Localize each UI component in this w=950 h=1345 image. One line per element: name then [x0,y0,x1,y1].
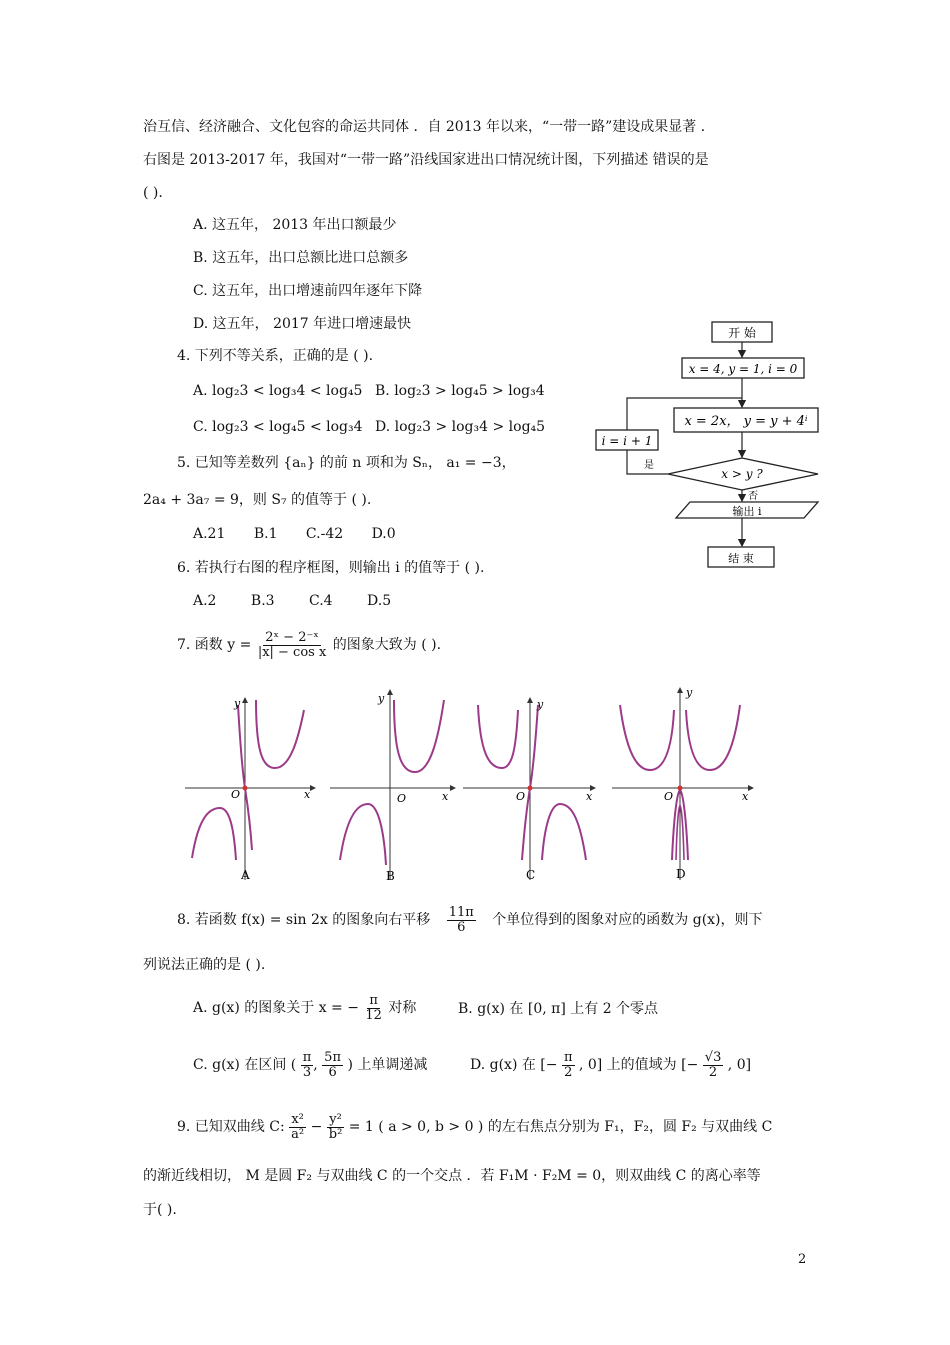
q8-c-fraction-2 [322,1051,343,1080]
q8-option-d [470,1046,751,1084]
q9-b2: b² [328,1126,343,1142]
q8-a-num: π [369,992,378,1008]
intro-line-1: 治互信、经济融合、文化包容的命运共同体 ．自 2013 年以来，“一带一路”建设成果显著 ． [143,119,715,135]
q8-option-a [193,990,416,1026]
graph-a-y: y [234,697,241,710]
q9-x2: x² [291,1111,304,1127]
q4-option-a: A. log₂3 < log₃4 < log₄5 [193,383,363,399]
q8-c-fraction-1 [301,1051,314,1080]
fc-inc: i = i + 1 [601,434,653,448]
q9-line-2: 的渐近线相切， M 是圆 F₂ 与双曲线 C 的一个交点 ．若 F₁M · F₂M = 0，则双曲线 C 的离心率等 [143,1168,761,1184]
q8-option-b: B. g(x) 在 [0, π] 上有 2 个零点 [458,1001,659,1017]
graph-d [612,686,753,881]
fc-output: 输出 i [732,505,762,518]
q8-stem-a: 8. 若函数 f(x) = sin 2x 的图象向右平移 [177,912,431,928]
graph-c-y: y [537,698,544,711]
intro-line-2: 右图是 2013-2017 年，我国对“一带一路”沿线国家进出口情况统计图，下列描述 错误的是 [143,152,709,168]
fc-cond: x > y ? [721,467,763,481]
q7-stem [177,628,441,662]
q5-stem-1: 5. 已知等差数列 {aₙ} 的前 n 项和为 Sₙ， a₁ = −3， [177,455,516,471]
graph-d-label: D [676,867,686,881]
q9-stem-b: = 1 ( a > 0, b > 0 ) 的左右焦点分别为 F₁，F₂，圆 F₂ 与双曲线 C [348,1119,773,1135]
q5-options: A.21 B.1 C.-42 D.0 [193,526,396,542]
option-d: D. 这五年， 2017 年进口增速最快 [193,316,412,332]
q8-d-pre: D. g(x) 在 [− [470,1057,558,1073]
graph-d-x: x [742,790,749,803]
q8-a-den: 12 [365,1007,382,1023]
fc-init: x = 4, y = 1, i = 0 [688,362,798,376]
q8-d-den-1: 2 [564,1064,573,1080]
option-b: B. 这五年，出口总额比进口总额多 [193,250,409,266]
fc-start: 开 始 [728,326,756,340]
graph-d-origin: O [664,790,674,803]
q8-shift-num: 11π [448,904,474,920]
fc-yes: 是 [644,460,654,471]
q8-a-post: 对称 [388,1000,417,1016]
q9-frac-x [289,1113,306,1142]
q9-y2: y² [329,1111,342,1127]
graph-b-origin: O [397,792,407,805]
q8-d-fraction-2 [703,1051,724,1080]
graph-c-x: x [586,790,593,803]
q8-c-num-2: 5π [324,1049,341,1065]
q4-option-d: D. log₂3 > log₃4 > log₄5 [375,419,546,435]
graph-a [185,697,315,882]
q4-option-b: B. log₂3 > log₄5 > log₃4 [375,383,545,399]
graph-d-y: y [686,686,693,699]
graph-b-y: y [378,692,385,705]
q8-c-num-1: π [302,1049,312,1065]
q8-a-pre: A. g(x) 的图象关于 x = − [193,1000,359,1016]
q9-frac-y [327,1113,345,1142]
q9-stem-a: 9. 已知双曲线 C: [177,1119,285,1135]
q8-a-fraction [363,994,384,1023]
q7-graphs [180,680,770,890]
q6-stem: 6. 若执行右图的程序框图，则输出 i 的值等于 ( ). [177,560,485,576]
q5-stem-2: 2a₄ + 3a₇ = 9，则 S₇ 的值等于 ( ). [143,492,372,508]
q8-shift-fraction [447,906,476,935]
graph-c-origin: O [516,790,526,803]
q8-d-num-2: √3 [704,1049,722,1065]
graph-b-x: x [442,790,449,803]
q8-option-c: C. g(x) 在区间 ( $\frac{\pi}{3}$ , $\frac{5\pi}{6}$ ) 上单调递减 [193,1049,428,1080]
q8-d-mid: , 0] 上的值域为 [− [578,1057,699,1073]
option-a: A. 这五年， 2013 年出口额最少 [193,217,397,233]
page-number: 2 [798,1252,807,1267]
graph-a-origin: O [231,788,241,801]
q8-c-post: ) 上单调递减 [347,1057,428,1073]
option-c: C. 这五年，出口增速前四年逐年下降 [193,283,423,299]
flowchart [590,318,825,573]
intro-line-3: ( ). [143,185,163,201]
graph-a-x: x [304,788,311,801]
fc-end: 结 束 [728,552,754,565]
fc-update: x = 2x， y = y + 4ⁱ [684,414,808,429]
q7-suffix: 的图象大致为 ( ). [332,637,442,653]
q9-minus: − [310,1119,323,1135]
q8-d-fraction-1 [562,1051,575,1080]
q8-c-pre: C. g(x) 在区间 ( [193,1057,297,1073]
q8-c-den-1: 3 [302,1064,312,1080]
q7-prefix: 7. 函数 y = [177,637,252,653]
q8-stem [177,902,763,938]
q8-d-post: , 0] [727,1057,752,1073]
q8-d-den-2: 2 [708,1064,718,1080]
q8-d-num-1: π [563,1049,573,1065]
q9-a2: a² [291,1126,305,1142]
fc-no: 否 [748,491,758,502]
q7-denominator: |x| − cos x [257,644,327,660]
q8-shift-den: 6 [457,919,466,935]
q4-stem: 4. 下列不等关系，正确的是 ( ). [177,348,374,364]
q7-fraction [256,631,329,660]
q7-numerator: 2ˣ − 2⁻ˣ [265,629,319,645]
q9-line-3: 于( ). [143,1202,177,1218]
q9-stem [177,1108,772,1146]
q4-option-c: C. log₂3 < log₄5 < log₃4 [193,419,363,435]
graph-c-label: C [526,868,536,882]
graph-b-label: B [386,869,395,883]
graph-a-label: A [241,868,250,882]
q8-stem-2: 列说法正确的是 ( ). [143,957,266,973]
q8-stem-b: 个单位得到的图象对应的函数为 g(x)，则下 [492,912,763,928]
q6-options: A.2 B.3 C.4 D.5 [193,593,392,609]
graph-c [463,698,595,882]
graph-b [330,690,455,883]
q8-c-den-2: 6 [328,1064,337,1080]
